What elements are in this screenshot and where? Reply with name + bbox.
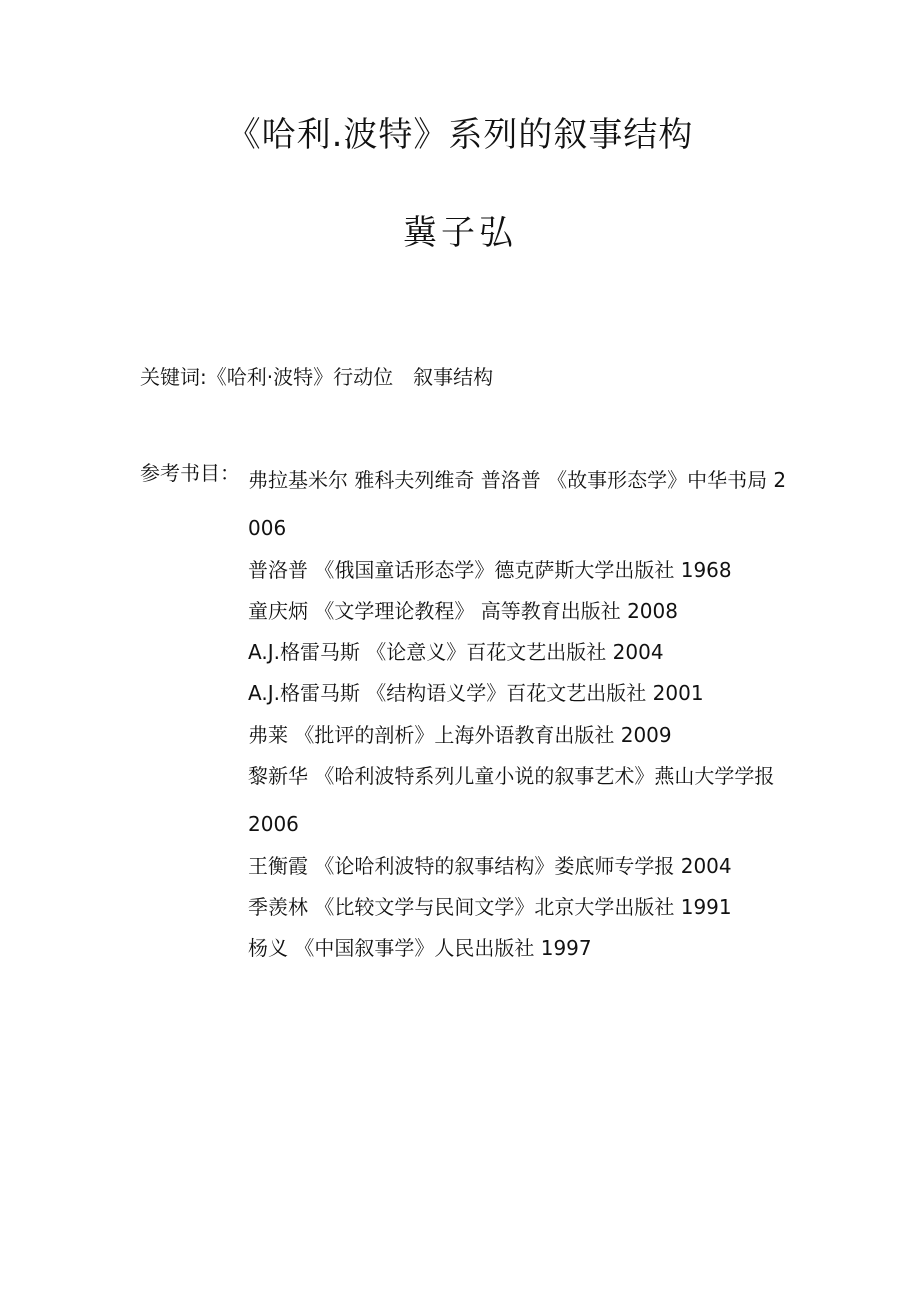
reference-item: A.J.格雷马斯 《结构语义学》百花文艺出版社 2001 <box>248 681 704 706</box>
reference-item: 王衡霞 《论哈利波特的叙事结构》娄底师专学报 2004 <box>248 853 732 878</box>
reference-item: 童庆炳 《文学理论教程》 高等教育出版社 2008 <box>248 598 678 623</box>
reference-item: 季羡林 《比较文学与民间文学》北京大学出版社 1991 <box>248 894 732 919</box>
references-list <box>248 456 788 973</box>
document-title: 《哈利.波特》系列的叙事结构 <box>226 115 694 155</box>
references-label: 参考书目： <box>140 461 240 485</box>
keywords-line: 关键词:《哈利·波特》行动位 叙事结构 <box>140 365 494 389</box>
reference-item: 黎新华 《哈利波特系列儿童小说的叙事艺术》燕山大学学报 2006 <box>248 764 775 837</box>
reference-item: 杨义 《中国叙事学》人民出版社 1997 <box>248 936 592 961</box>
author-name: 冀子弘 <box>403 213 517 253</box>
reference-item: 普洛普 《俄国童话形态学》德克萨斯大学出版社 1968 <box>248 557 732 582</box>
reference-item: A.J.格雷马斯 《论意义》百花文艺出版社 2004 <box>248 640 664 665</box>
reference-item: 弗莱 《批评的剖析》上海外语教育出版社 2009 <box>248 722 672 747</box>
reference-item: 弗拉基米尔 雅科夫列维奇 普洛普 《故事形态学》中华书局 2006 <box>248 468 787 541</box>
